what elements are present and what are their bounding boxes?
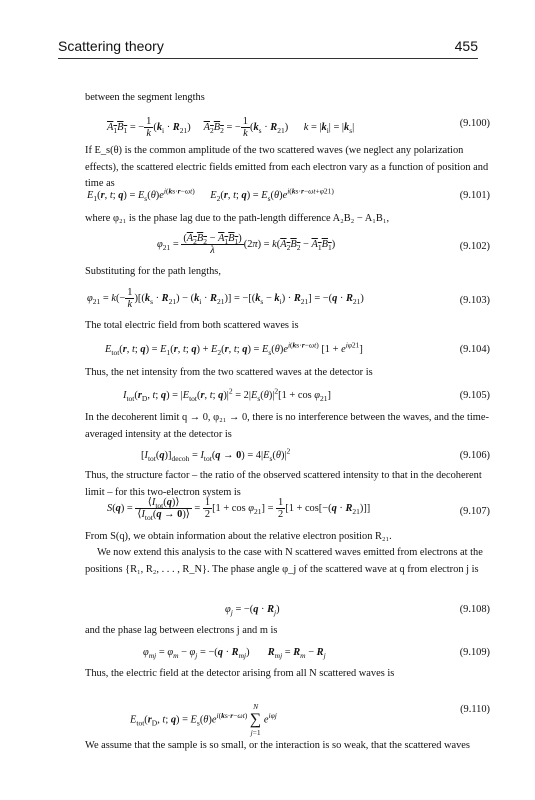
paragraph-2: If E_s(θ) is the common amplitude of the two scattered waves (we neglect any polarization effects), the scattered electric fields emitted from each electron vary as a function of position and time as <box>85 145 489 190</box>
paragraph-11: and the phase lag between electrons j and m is <box>85 625 278 636</box>
equation-number: (9.100) <box>459 118 490 129</box>
paragraph-9: From S(q), we obtain information about the relative electron position R₂₁. <box>85 531 392 542</box>
equation-body: $E_{tot}(r$, t; $q) = E_1(r$, t; $q) + E_2(r$, t; $q) = E_s(\theta)e^{i(ks\cdot r-\omega t)}$ $[1 + e^{i\varphi 21}]$ <box>105 340 363 358</box>
equation-9-110 <box>85 688 490 737</box>
equation-body: $\varphi_{mj} = \varphi_m - \varphi_j = -(q \cdot R_{mj})$ $R_{mj} = R_m - R_j$ <box>143 647 326 661</box>
paragraph-7: In the decoherent limit q → 0, φ₂₁ → 0, there is no interference between the waves, and the time-averaged intensity at the detector is <box>85 412 489 440</box>
running-header <box>58 38 478 60</box>
equation-body: $A_1B_1$ = − $\frac{1}{k}$ $(k_i \cdot R_{21})$ $A_2B_2$ = − $\frac{1}{k}$ $(k_s \cdot R_{21})$ $k = |k_i| = |k_s|$ <box>107 116 355 139</box>
equation-body: S(q) = $\frac{⟨I_{tot}(q)⟩}{⟨I_{tot}(q \to 0)⟩}$ = $\frac{1}{2}$ $[1 + \cos \varphi_{21}]$ = $\frac{1}{2}$ $[1 + \cos[-(q \cdot R_{21})]]$ <box>107 497 371 523</box>
equation-body: $\varphi_j = -(q \cdot R_j)$ <box>225 604 280 618</box>
equation-9-107 <box>85 497 490 525</box>
equation-number: (9.106) <box>459 450 490 461</box>
equation-number: (9.104) <box>459 344 490 355</box>
equation-9-105 <box>85 388 490 406</box>
equation-number: (9.107) <box>459 506 490 517</box>
equation-9-108 <box>85 602 490 620</box>
equation-number: (9.105) <box>459 390 490 401</box>
equation-9-102 <box>85 233 490 259</box>
paragraph-6: Thus, the net intensity from the two scattered waves at the detector is <box>85 367 373 378</box>
paragraph-8: Thus, the structure factor – the ratio of the observed scattered intensity to that in the decoherent limit – for this two-electron system is <box>85 470 482 498</box>
equation-9-106 <box>85 448 490 466</box>
paragraph-12: Thus, the electric field at the detector arising from all N scattered waves is <box>85 668 395 679</box>
equation-body: $E_1(r$, t; $q) = E_s(\theta)e^{i(ks\cdot r-\omega t)}$ $E_2(r$, t; $q) = E_s(\theta)e^{i(ks\cdot r-\omega t+\varphi 21)}$ <box>87 186 334 204</box>
equation-9-103 <box>85 287 490 313</box>
equation-number: (9.101) <box>459 190 490 201</box>
equation-9-104 <box>85 342 490 360</box>
equation-number: (9.108) <box>459 604 490 615</box>
header-rule <box>58 58 478 59</box>
equation-number: (9.102) <box>459 241 490 252</box>
equation-body: $E_{tot}(r_D$, t; $q) = E_s(\theta)e^{i(ks\cdot r-\omega t)}$ N ∑ j=1 $e^{i\varphi j}$ <box>130 702 277 737</box>
equation-9-101 <box>85 188 490 206</box>
paragraph-4: Substituting for the path lengths, <box>85 266 221 277</box>
page-number: 455 <box>454 38 478 54</box>
equation-body: $\varphi_{21}$ = $\frac{(A_2B_2 - A_1B_1)}{\lambda}$ $(2\pi) = k(A_2B_2 - A_1B_1)$ <box>157 233 336 256</box>
paragraph-5: The total electric field from both scattered waves is <box>85 320 299 331</box>
paragraph-3: where φ₂₁ is the phase lag due to the path-length difference A₂B₂ − A₁B₁, <box>85 213 390 224</box>
equation-9-100 <box>85 116 490 140</box>
equation-number: (9.110) <box>460 704 490 715</box>
equation-number: (9.103) <box>459 295 490 306</box>
paragraph-1: between the segment lengths <box>85 92 205 103</box>
equation-body: $[I_{tot}(q)]_{decoh} = I_{tot}(q \to 0) = 4|E_s(\theta)|^2$ <box>141 446 291 464</box>
equation-9-109 <box>85 645 490 663</box>
equation-body: $I_{tot}(r_D$, t; $q) = |E_{tot}(r$, t; $q)|^2 = 2|E_s(\theta)|^2[1 + \cos \varphi_{21}]$ <box>123 386 332 404</box>
equation-body: $\varphi_{21} = k(-$ $\frac{1}{k}$ )$[(k_s \cdot R_{21}) - (k_i \cdot R_{21})] = -[(k_s - k_i) \cdot R_{21}] = -(q \cdot R_{21})$ <box>87 287 364 310</box>
paragraph-10: We now extend this analysis to the case with N scattered waves emitted from electrons at the positions {R₁, R₂, . . . , R_N}. The phase angle φ_j of the scattered wave at q from electron j is <box>85 547 483 575</box>
chapter-title: Scattering theory <box>58 38 164 54</box>
paragraph-13: We assume that the sample is so small, or the interaction is so weak, that the scattered waves <box>85 740 470 751</box>
equation-number: (9.109) <box>459 647 490 658</box>
